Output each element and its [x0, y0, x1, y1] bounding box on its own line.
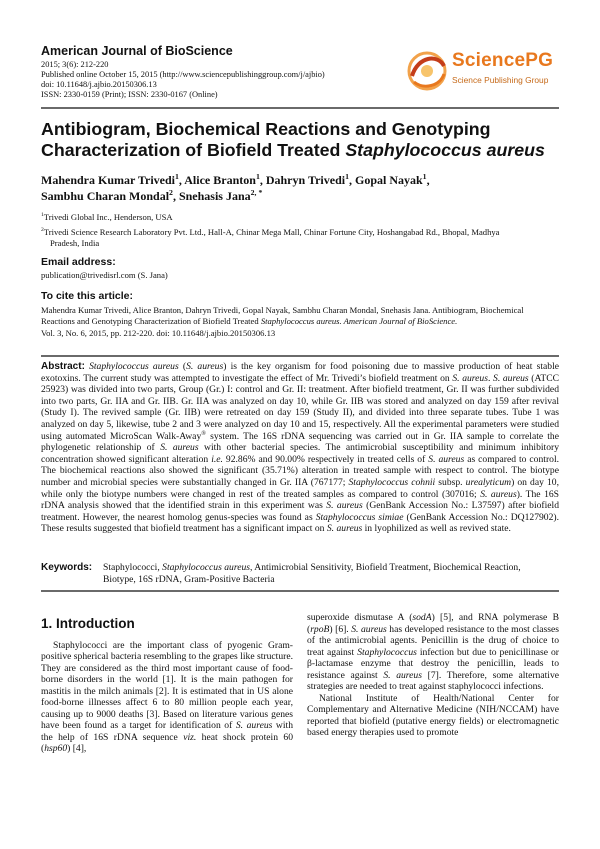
- keywords-body: [103, 562, 559, 585]
- author-list: Mahendra Kumar Trivedi$^1$, Alice Branton$^1$, Dahryn Trivedi$^1$, Gopal Nayak$^1$, Sambhu Charan Mondal$^2$, Snehasis Jana$^{2, *}$: [41, 172, 430, 203]
- citation-text: Reactions and Genotyping Characterization of Biofield Treated: [41, 316, 261, 327]
- keyword-text: Biotype, 16S rDNA, Gram-Positive Bacteria: [103, 573, 275, 585]
- journal-name: American Journal of BioScience: [41, 44, 233, 58]
- citation-line: Mahendra Kumar Trivedi, Alice Branton, Dahryn Trivedi, Gopal Nayak, Sambhu Charan Mondal, Snehasis Jana. Antibiogram, Biochemical: [41, 305, 524, 315]
- journal-issn: ISSN: 2330-0159 (Print); ISSN: 2330-0167 (Online): [41, 90, 218, 100]
- keywords-label: Keywords:: [41, 562, 93, 573]
- header-rule: [41, 107, 559, 109]
- cite-heading: To cite this article:: [41, 290, 133, 302]
- author-sup: 2: [169, 187, 173, 197]
- abstract-lead: is the key organism for food poisoning due to massive production of heat stable exotoxins.: [41, 361, 560, 384]
- affiliations: [41, 212, 561, 250]
- affiliation-1: $^1$Trivedi Global Inc., Henderson, USA: [41, 212, 173, 222]
- abstract: Abstract: Staphylococcus aureus (S. aureus) is the key organism for food poisoning due to massive production of heat stable exotoxins. The current study was attempted to investigate the effect of Mr. Trivedi’s biofield treatment on S. aureus. S. aureus (ATCC 25923) was divided into two parts, Group (Gr.) I: control and Gr. II: treatment. After biofield treatment, Gr. II was further subdivided into two parts, Gr. IIA and Gr. IIB. Gr. IIA was analyzed on day 10, while Gr. IIB was stored and analyzed on day 159 after revival (Study I). The revived sample (Gr. IIB) were retreated on day 159 (Study II), and divided into three separate tubes. Tube 1 was analyzed on day 5, likewise, tube 2 and 3 were analyzed on day 10 and 15, respectively. All the experimental parameters were studied using automated MicroScan Walk-Away® system. The 16S rDNA sequencing was carried out in Gr. IIA sample to correlate the phylogenetic relationship of S. aureus with other bacterial species. The antimicrobial susceptibility and minimum inhibitory concentration showed significant alteration i.e. 92.86% and 90.00% respectively in treated cells of S. aureus as compared to control. The biochemical reactions also showed the significant (35.71%) alteration in treated sample with respect to control. The biotype number and microbial species were substantially changed in Gr. IIA (767177; Staphylococcus cohnii subsp. urealyticum) on day 10, while only the biotype numbers were changed in rest of the treated samples as compared to control (307016; S. aureus). The 16S rDNA analysis showed that the identified strain in this experiment was S. aureus (GenBank Accession No.: L37597) after biofield treatment. However, the nearest homolog genus-species was found as Staphylococcus simiae (GenBank Accession No.: DQ127902). These results suggested that biofield treatment has a significant impact on S. aureus in lyophilized as well as revived state.: [41, 361, 560, 535]
- intro-column-right: [307, 612, 559, 739]
- journal-published: Published online October 15, 2015 (http://www.sciencepublishinggroup.com/j/ajbio): [41, 70, 325, 80]
- citation-line: Vol. 3, No. 6, 2015, pp. 212-220. doi: 10.11648/j.ajbio.20150306.13: [41, 327, 276, 338]
- logo-subtitle: Science Publishing Group: [452, 75, 549, 85]
- intro-heading: 1. Introduction: [41, 616, 135, 631]
- intro-paragraph: Staphylococci are the important class of pyogenic Gram-positive spherical bacteria resembling to the grapes like structure. They are considered as the third most important cause of food-borne disorders in the world [1]. It is the main pathogen for mastitis in the milch animals [2]. It is estimated that in US alone food-borne illnesses affect 6 to 80 million people each year, causing up to 9000 deaths [3]. Based on literature various genes have been found as a target for identification of S. aureus with the help of 16S rDNA sequence viz. heat shock protein 60 (hsp60) [4],: [41, 639, 293, 755]
- citation-journal: Staphylococcus aureus. American Journal of BioScience.: [260, 316, 458, 327]
- abstract-bottom-rule: [41, 590, 559, 592]
- author: Dahryn Trivedi: [265, 173, 346, 187]
- intro-paragraph: superoxide dismutase A (sodA) [5], and RNA polymerase B (rpoB) [6]. S. aureus has developed resistance to the most classes of the antimicrobial agents. Penicillin is the drug of choice to treat against Staphylococcus infection but due to penicillinase or β-lactamase enzyme that destroy the penicillin, leads to resistance against S. aureus [7]. Therefore, some alternative strategies are needed to treat against staphylococci infections.: [307, 612, 560, 693]
- journal-doi: doi: 10.11648/j.ajbio.20150306.13: [41, 80, 157, 90]
- title-text: Antibiogram, Biochemical Reactions and Genotyping Characterization of Biofield Treated: [41, 119, 491, 160]
- journal-volume: 2015; 3(6): 212-220: [41, 60, 109, 69]
- affiliation-2-cont: Pradesh, India: [50, 238, 100, 248]
- citation-line: [41, 316, 561, 327]
- article-title: [41, 119, 571, 161]
- author: Snehasis Jana: [178, 188, 251, 203]
- logo-swirl-icon: [404, 46, 450, 96]
- logo-name: SciencePG: [452, 50, 554, 71]
- title-species: Staphylococcus aureus: [345, 140, 545, 160]
- affiliation-text: Trivedi Science Research Laboratory Pvt. Ltd., Hall-A, Chinar Mega Mall, Chinar Fortune City, Hoshangabad Rd., Bhopal, Madhya: [43, 226, 500, 237]
- email-address[interactable]: publication@trivedisrl.com (S. Jana): [41, 270, 168, 280]
- author: Gopal Nayak: [354, 173, 423, 187]
- author-sup: 2, *: [250, 187, 263, 197]
- author: Mahendra Kumar Trivedi: [41, 173, 176, 187]
- abstract-top-rule: [41, 355, 559, 357]
- author-sup: 1: [175, 172, 179, 181]
- author-sup: 1: [422, 172, 427, 181]
- keyword-text: , Antimicrobial Sensitivity, Biofield Treatment, Biochemical Reaction,: [250, 562, 521, 573]
- author: Alice Branton: [184, 173, 256, 187]
- author-sup: 1: [345, 172, 349, 181]
- publisher-logo: [400, 42, 570, 102]
- journal-meta: [41, 60, 401, 100]
- author: Sambhu Charan Mondal: [41, 188, 170, 203]
- abstract-species: Staphylococcus aureus: [89, 361, 179, 372]
- abstract-label: Abstract:: [41, 361, 85, 372]
- affiliation-text: Trivedi Global Inc., Henderson, USA: [43, 212, 173, 222]
- keyword-species: Staphylococcus aureus: [162, 562, 250, 573]
- author-sup: 1: [255, 172, 260, 181]
- email-heading: Email address:: [41, 256, 116, 268]
- intro-paragraph: National Institute of Health/National Center for Complementary and Alternative Medicine (NIH/NCCAM) have reported that biofield (putative energy fields) or electromagnetic based energy therapies used to promote: [307, 692, 559, 739]
- abstract-species-short: S. aureus: [186, 361, 224, 372]
- keywords: [41, 562, 559, 585]
- affiliation-2: $^2$Trivedi Science Research Laboratory Pvt. Ltd., Hall-A, Chinar Mega Mall, Chinar Fortune City, Hoshangabad Rd., Bhopal, Madhya: [41, 226, 500, 237]
- keyword-text: Staphylococci,: [103, 562, 163, 573]
- citation: [41, 305, 561, 339]
- intro-column-left: [41, 618, 293, 755]
- journal-header: [41, 44, 401, 100]
